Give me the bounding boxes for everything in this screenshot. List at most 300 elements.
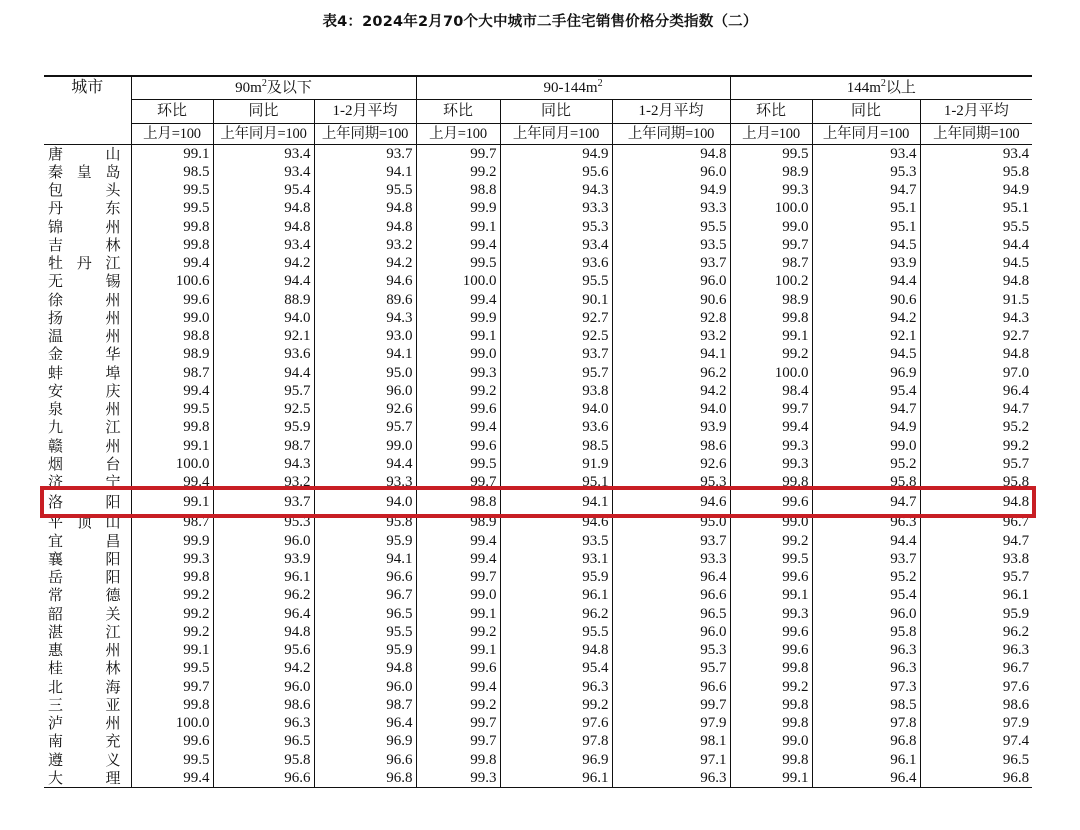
index-value: 96.3 [812, 659, 920, 677]
index-value: 96.0 [314, 382, 416, 400]
city-name: 无锡 [44, 272, 131, 290]
index-value: 93.3 [612, 199, 730, 217]
index-value: 96.1 [500, 769, 612, 788]
table-title: 表4：2024年2月70个大中城市二手住宅销售价格分类指数（二） [322, 14, 758, 30]
index-value: 99.1 [730, 586, 812, 604]
index-value: 95.9 [314, 641, 416, 659]
index-value: 96.9 [314, 732, 416, 750]
index-value: 93.5 [612, 236, 730, 254]
index-value: 97.8 [500, 732, 612, 750]
index-value: 94.3 [213, 455, 314, 473]
index-value: 99.0 [812, 437, 920, 455]
index-value: 96.5 [213, 732, 314, 750]
index-value: 99.9 [131, 532, 213, 550]
index-value: 95.9 [500, 568, 612, 586]
index-value: 99.1 [730, 769, 812, 788]
index-value: 96.2 [1002, 623, 1030, 640]
index-value: 96.6 [314, 568, 416, 586]
index-value: 90.6 [812, 291, 920, 309]
index-value: 97.0 [1002, 364, 1030, 381]
index-value: 94.9 [1002, 182, 1030, 199]
index-value: 99.7 [416, 714, 500, 732]
index-value: 99.2 [131, 623, 213, 641]
index-value: 99.1 [131, 437, 213, 455]
table-row [44, 382, 1032, 400]
index-value: 99.1 [131, 491, 213, 513]
index-value: 98.8 [416, 491, 500, 513]
index-value: 99.7 [730, 236, 812, 254]
index-value: 95.5 [612, 218, 730, 236]
index-value: 93.7 [500, 345, 612, 363]
index-value: 94.0 [612, 400, 730, 418]
group-header-large: $144m^2$以上 [730, 76, 1032, 100]
index-value: 94.8 [1002, 273, 1030, 290]
index-value: 98.7 [730, 254, 812, 272]
index-value: 93.7 [213, 491, 314, 513]
index-value: 99.6 [416, 659, 500, 677]
index-value: 94.8 [612, 144, 730, 163]
index-value: 94.8 [213, 199, 314, 217]
sub-header-mom: 环比 [131, 100, 213, 123]
table-row [44, 659, 1032, 677]
table-row [44, 550, 1032, 568]
index-value: 93.4 [812, 144, 920, 163]
city-name: 遵义 [44, 751, 131, 769]
index-value: 98.5 [131, 163, 213, 181]
index-value: 99.2 [730, 678, 812, 696]
city-name: 宜昌 [44, 532, 131, 550]
sub-header-avg: 1-2月平均 [920, 100, 1032, 123]
index-value: 94.8 [314, 659, 416, 677]
base-header-yoy: 上年同月=100 [213, 123, 314, 144]
index-value: 96.9 [500, 751, 612, 769]
table-row [44, 163, 1032, 181]
index-value: 94.0 [314, 491, 416, 513]
index-value: 99.8 [730, 473, 812, 491]
index-value: 95.3 [500, 218, 612, 236]
index-value: 94.8 [1002, 346, 1030, 363]
index-value: 95.9 [314, 532, 416, 550]
city-name: 三亚 [44, 696, 131, 714]
index-value: 96.3 [812, 641, 920, 659]
index-value: 95.5 [500, 623, 612, 641]
index-value: 92.1 [213, 327, 314, 345]
index-value: 99.3 [416, 769, 500, 788]
city-name: 包头 [44, 181, 131, 199]
index-value: 93.4 [1002, 145, 1030, 162]
index-value: 99.3 [730, 437, 812, 455]
table-row [44, 678, 1032, 696]
table-row [44, 605, 1032, 623]
index-value: 93.6 [213, 345, 314, 363]
table-row [44, 327, 1032, 345]
index-value: 98.6 [612, 437, 730, 455]
index-value: 94.4 [1002, 236, 1030, 253]
index-value: 100.6 [131, 272, 213, 290]
index-value: 99.0 [730, 732, 812, 750]
index-value: 94.4 [812, 532, 920, 550]
index-value: 93.4 [213, 236, 314, 254]
index-value: 94.1 [314, 163, 416, 181]
index-value: 99.8 [131, 418, 213, 436]
table-row [44, 345, 1032, 363]
index-value: 94.0 [500, 400, 612, 418]
index-value: 94.7 [812, 400, 920, 418]
table-row [44, 732, 1032, 750]
index-value: 96.2 [213, 586, 314, 604]
index-value: 99.8 [131, 568, 213, 586]
city-name: 泉州 [44, 400, 131, 418]
index-value: 99.8 [416, 751, 500, 769]
city-name: 平顶山 [44, 513, 131, 531]
index-value: 99.2 [416, 696, 500, 714]
index-value: 97.1 [612, 751, 730, 769]
index-value: 95.4 [500, 659, 612, 677]
index-value: 99.2 [730, 345, 812, 363]
index-value: 96.3 [1002, 642, 1030, 659]
index-value: 94.6 [612, 491, 730, 513]
index-value: 99.0 [131, 309, 213, 327]
index-value: 93.9 [812, 254, 920, 272]
index-value: 99.6 [131, 732, 213, 750]
city-name: 九江 [44, 418, 131, 436]
index-value: 99.8 [730, 659, 812, 677]
index-value: 99.3 [730, 455, 812, 473]
index-value: 95.1 [812, 218, 920, 236]
index-value: 100.0 [730, 199, 812, 217]
sub-header-mom: 环比 [730, 100, 812, 123]
index-value: 99.8 [131, 218, 213, 236]
table-row [44, 254, 1032, 272]
index-value: 95.4 [213, 181, 314, 199]
index-value: 99.1 [730, 327, 812, 345]
index-value: 93.0 [314, 327, 416, 345]
index-value: 96.8 [314, 769, 416, 788]
base-header-yoy: 上年同月=100 [500, 123, 612, 144]
index-value: 95.5 [1002, 218, 1030, 235]
table-row [44, 309, 1032, 327]
index-value: 96.0 [314, 678, 416, 696]
city-name: 赣州 [44, 437, 131, 455]
index-value: 95.9 [1002, 605, 1030, 622]
index-value: 98.6 [213, 696, 314, 714]
table-row [44, 199, 1032, 217]
index-value: 99.4 [730, 418, 812, 436]
index-value: 95.8 [812, 623, 920, 641]
index-value: 94.2 [612, 382, 730, 400]
index-value: 93.3 [612, 550, 730, 568]
index-value: 95.8 [812, 473, 920, 491]
index-value: 99.5 [131, 659, 213, 677]
index-value: 99.2 [131, 586, 213, 604]
index-value: 95.6 [213, 641, 314, 659]
index-value: 95.8 [1002, 163, 1030, 180]
index-value: 99.6 [730, 491, 812, 513]
index-value: 95.7 [213, 382, 314, 400]
index-value: 96.1 [500, 586, 612, 604]
index-value: 93.1 [500, 550, 612, 568]
index-value: 99.1 [416, 327, 500, 345]
index-value: 95.8 [314, 513, 416, 531]
index-value: 97.3 [812, 678, 920, 696]
city-name: 大理 [44, 769, 131, 788]
index-value: 92.7 [500, 309, 612, 327]
index-value: 99.0 [416, 345, 500, 363]
index-value: 94.9 [812, 418, 920, 436]
index-value: 99.5 [131, 751, 213, 769]
index-value: 96.4 [612, 568, 730, 586]
index-value: 94.8 [213, 218, 314, 236]
city-name: 岳阳 [44, 568, 131, 586]
city-name: 桂林 [44, 659, 131, 677]
index-value: 99.9 [416, 199, 500, 217]
index-value: 99.2 [416, 163, 500, 181]
city-name: 安庆 [44, 382, 131, 400]
index-value: 94.8 [500, 641, 612, 659]
index-value: 95.5 [314, 623, 416, 641]
index-value: 94.6 [314, 272, 416, 290]
index-value: 93.8 [1002, 550, 1030, 567]
index-value: 95.0 [612, 513, 730, 531]
index-value: 99.7 [416, 144, 500, 163]
index-value: 99.5 [730, 144, 812, 163]
index-value: 93.9 [213, 550, 314, 568]
index-value: 99.8 [730, 309, 812, 327]
index-value: 96.3 [612, 769, 730, 788]
index-value: 96.0 [812, 605, 920, 623]
city-name: 湛江 [44, 623, 131, 641]
sub-header-row [44, 100, 1032, 123]
table-row [44, 400, 1032, 418]
table-row [44, 455, 1032, 473]
index-value: 98.8 [416, 181, 500, 199]
index-value: 93.6 [500, 418, 612, 436]
city-name: 济宁 [44, 473, 131, 491]
index-value: 99.7 [131, 678, 213, 696]
table-row [44, 418, 1032, 436]
index-value: 95.3 [612, 641, 730, 659]
index-value: 98.8 [131, 327, 213, 345]
index-value: 95.2 [1002, 419, 1030, 436]
index-value: 95.1 [1002, 200, 1030, 217]
index-value: 94.1 [314, 550, 416, 568]
index-value: 88.9 [213, 291, 314, 309]
index-value: 99.2 [416, 382, 500, 400]
table-row [44, 568, 1032, 586]
index-value: 98.7 [213, 437, 314, 455]
index-value: 96.5 [1002, 751, 1030, 768]
index-value: 97.6 [1002, 678, 1030, 695]
index-value: 94.4 [812, 272, 920, 290]
index-value: 99.3 [416, 364, 500, 382]
index-value: 95.4 [812, 586, 920, 604]
index-value: 98.9 [416, 513, 500, 531]
index-value: 99.6 [416, 400, 500, 418]
index-value: 97.9 [1002, 715, 1030, 732]
table-row [44, 272, 1032, 290]
index-value: 100.0 [416, 272, 500, 290]
index-value: 94.3 [314, 309, 416, 327]
index-value: 100.0 [131, 455, 213, 473]
sub-header-avg: 1-2月平均 [612, 100, 730, 123]
index-value: 99.5 [131, 199, 213, 217]
index-value: 93.7 [812, 550, 920, 568]
index-value: 98.7 [314, 696, 416, 714]
index-value: 95.8 [213, 751, 314, 769]
index-value: 94.3 [1002, 309, 1030, 326]
sub-header-yoy: 同比 [812, 100, 920, 123]
table-row [44, 769, 1032, 788]
index-value: 99.7 [416, 732, 500, 750]
index-value: 96.0 [612, 623, 730, 641]
index-value: 100.2 [730, 272, 812, 290]
city-name: 洛阳 [44, 491, 131, 513]
index-value: 99.7 [612, 696, 730, 714]
index-value: 94.4 [213, 272, 314, 290]
index-value: 96.0 [213, 532, 314, 550]
index-value: 96.3 [812, 513, 920, 531]
index-value: 99.3 [730, 605, 812, 623]
table-row [44, 751, 1032, 769]
index-value: 95.7 [612, 659, 730, 677]
index-value: 94.0 [213, 309, 314, 327]
index-value: 99.4 [416, 418, 500, 436]
index-value: 95.6 [500, 163, 612, 181]
index-value: 99.1 [416, 218, 500, 236]
index-value: 96.0 [612, 272, 730, 290]
index-value: 94.7 [1002, 532, 1030, 549]
index-value: 99.1 [416, 641, 500, 659]
index-value: 96.5 [314, 605, 416, 623]
index-value: 94.2 [213, 659, 314, 677]
sub-header-mom: 环比 [416, 100, 500, 123]
index-value: 95.7 [500, 364, 612, 382]
index-value: 94.7 [812, 181, 920, 199]
group-header-small: $90m^2$及以下 [131, 76, 416, 100]
index-value: 94.9 [612, 181, 730, 199]
index-value: 98.5 [812, 696, 920, 714]
index-value: 93.9 [612, 418, 730, 436]
sub-header-yoy: 同比 [213, 100, 314, 123]
sub-header-yoy: 同比 [500, 100, 612, 123]
index-value: 98.9 [131, 345, 213, 363]
index-value: 99.6 [730, 641, 812, 659]
index-value: 99.0 [730, 513, 812, 531]
city-name: 襄阳 [44, 550, 131, 568]
index-value: 96.7 [314, 586, 416, 604]
index-value: 99.7 [730, 400, 812, 418]
index-value: 93.4 [500, 236, 612, 254]
index-value: 96.4 [1002, 382, 1030, 399]
index-value: 93.7 [612, 254, 730, 272]
index-value: 99.2 [500, 696, 612, 714]
index-value: 100.0 [131, 714, 213, 732]
index-value: 94.8 [314, 218, 416, 236]
index-value: 99.8 [730, 714, 812, 732]
index-value: 99.7 [416, 568, 500, 586]
index-value: 96.7 [1002, 660, 1030, 677]
index-value: 96.0 [612, 163, 730, 181]
index-value: 93.6 [500, 254, 612, 272]
index-value: 99.5 [131, 181, 213, 199]
index-value: 92.5 [500, 327, 612, 345]
index-value: 95.9 [213, 418, 314, 436]
index-value: 99.4 [131, 382, 213, 400]
index-value: 94.9 [500, 144, 612, 163]
index-value: 93.3 [500, 199, 612, 217]
city-name: 温州 [44, 327, 131, 345]
table-row [44, 236, 1032, 254]
index-value: 96.0 [213, 678, 314, 696]
index-value: 99.2 [131, 605, 213, 623]
table-row [44, 437, 1032, 455]
index-value: 99.1 [131, 144, 213, 163]
index-value: 92.6 [314, 400, 416, 418]
index-value: 99.7 [416, 473, 500, 491]
index-value: 96.5 [612, 605, 730, 623]
index-value: 96.6 [314, 751, 416, 769]
index-value: 99.5 [730, 550, 812, 568]
index-value: 92.5 [213, 400, 314, 418]
base-header-avg: 上年同期=100 [920, 123, 1032, 144]
city-name: 南充 [44, 732, 131, 750]
city-name: 烟台 [44, 455, 131, 473]
city-name: 唐山 [44, 144, 131, 163]
index-value: 98.6 [1002, 696, 1030, 713]
city-name: 蚌埠 [44, 364, 131, 382]
city-name: 吉林 [44, 236, 131, 254]
group-header-medium: $90-144m^2$ [416, 76, 730, 100]
index-value: 94.2 [812, 309, 920, 327]
index-value: 93.2 [612, 327, 730, 345]
city-name: 惠州 [44, 641, 131, 659]
table-row [44, 364, 1032, 382]
index-value: 99.4 [131, 769, 213, 788]
index-value: 95.5 [314, 181, 416, 199]
index-value: 93.2 [213, 473, 314, 491]
index-value: 99.1 [416, 605, 500, 623]
index-value: 95.5 [500, 272, 612, 290]
index-value: 97.8 [812, 714, 920, 732]
price-index-table [44, 75, 1032, 788]
index-value: 99.8 [730, 751, 812, 769]
table-row [44, 641, 1032, 659]
index-value: 91.9 [500, 455, 612, 473]
city-header-spacer [44, 123, 131, 144]
index-value: 93.2 [314, 236, 416, 254]
index-value: 96.1 [1002, 587, 1030, 604]
index-value: 99.8 [131, 696, 213, 714]
index-value: 100.0 [730, 364, 812, 382]
index-value: 92.6 [612, 455, 730, 473]
index-value: 99.5 [416, 254, 500, 272]
index-value: 98.9 [730, 291, 812, 309]
base-header-mom: 上月=100 [131, 123, 213, 144]
index-value: 99.4 [131, 254, 213, 272]
city-name: 锦州 [44, 218, 131, 236]
index-value: 93.5 [500, 532, 612, 550]
index-value: 96.6 [612, 678, 730, 696]
index-value: 99.0 [730, 218, 812, 236]
index-value: 96.3 [500, 678, 612, 696]
index-value: 98.1 [612, 732, 730, 750]
index-value: 94.5 [812, 236, 920, 254]
city-name: 牡丹江 [44, 254, 131, 272]
base-header-avg: 上年同期=100 [314, 123, 416, 144]
index-value: 94.7 [812, 491, 920, 513]
table-header [44, 76, 1032, 144]
index-value: 99.4 [416, 532, 500, 550]
